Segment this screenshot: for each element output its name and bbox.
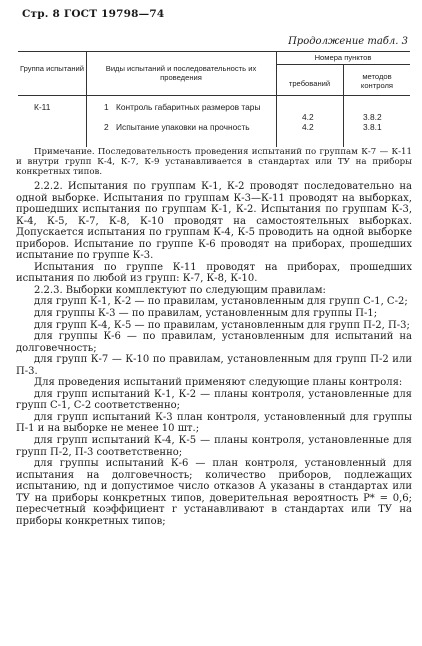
- row-req-2: 4.2: [302, 122, 314, 132]
- paragraph: для групп испытаний К-4, К-5 — планы контроля, установленные для групп П-2, П-3 соответственно;: [16, 435, 412, 458]
- table-col-divider-2: [276, 51, 277, 147]
- paragraph: Для проведения испытаний применяют следующие планы контроля:: [34, 377, 403, 389]
- header-item-numbers: Номера пунктов: [314, 53, 372, 62]
- paragraph: для группы испытаний К-6 — план контроля, установленный для испытания на долговечность; количество приборов, подлежащих испытанию, nд и допустимое число отказов A указаны в стандартах или ТУ на приборы конкретных типов, доверительная вероятность P* = 0,6; пересчетный коэффициент r устанавливают в стандартах или ТУ на приборы конкретных типов;: [16, 458, 412, 527]
- table-col-divider-3: [343, 64, 344, 147]
- table-rule-header-bottom: [18, 95, 410, 96]
- paragraph: для групп испытаний К-3 план контроля, установленный для группы П-1 и на выборке не менее 10 шт.;: [16, 411, 412, 435]
- table-col-divider-1: [86, 51, 87, 147]
- row-num-1: 1: [104, 102, 109, 112]
- paragraph: для группы К-3 — по правилам, установленным для группы П-1;: [34, 308, 378, 320]
- row-test-1: Контроль габаритных размеров тары: [116, 102, 261, 112]
- table-continuation-label: Продолжение табл. 3: [288, 36, 408, 47]
- document-body: [16, 147, 412, 527]
- paragraph: 2.2.2. Испытания по группам К-1, К-2 проводят последовательно на одной выборке. Испытания по группам К-3—К-11 проводят на выборках, прошедших испытания по группам К-1, К-2. Испытания по группам К-3, К-4, К-5, К-7, К-8, К-10 проводят на самостоятельных выборках. Допускается испытания по группам К-4, К-5 проводить на одной выборке приборов. Испытание по группе К-6 проводят на приборах, прошедших испытание по группе К-3.: [16, 181, 412, 262]
- paragraph: для групп испытаний К-1, К-2 — планы контроля, установленные для групп С-1, С-2 соответственно;: [16, 388, 412, 412]
- paragraph: Испытания по группе К-11 проводят на приборах, прошедших испытания по любой из групп: К-7, К-8, К-10.: [16, 261, 412, 285]
- tests-table: [18, 51, 410, 147]
- header-group: Группа испытаний: [19, 64, 85, 73]
- table-note: Примечание. Последовательность проведения испытаний по группам К-7 — К-11 и внутри групп К-4, К-7, К-9 устанавливается в стандартах или ТУ на приборы конкретных типов.: [16, 147, 412, 177]
- table-rule-top: [18, 51, 410, 52]
- row-req-1: 4.2: [302, 112, 314, 122]
- row-group: К-11: [34, 102, 51, 112]
- paragraph: для групп К-4, К-5 — по правилам, установленным для групп П-2, П-3;: [34, 319, 410, 331]
- header-test-types: Виды испытаний и последовательность их проведения: [105, 64, 257, 82]
- header-requirements: требований: [288, 79, 331, 88]
- paragraph: 2.2.3. Выборки комплектуют по следующим правилам:: [34, 284, 326, 296]
- paragraph: для групп К-1, К-2 — по правилам, установленным для групп С-1, С-2;: [34, 296, 408, 308]
- row-test-2: Испытание упаковки на прочность: [116, 122, 250, 132]
- paragraph: для группы К-6 — по правилам, установленным для испытаний на долговечность;: [16, 331, 412, 354]
- paragraph: для групп К-7 — К-10 по правилам, установленным для групп П-2 или П-3.: [16, 354, 412, 377]
- row-num-2: 2: [104, 122, 109, 132]
- page-header: Стр. 8 ГОСТ 19798—74: [22, 8, 165, 20]
- header-methods: методов контроля: [360, 72, 394, 90]
- row-method-1: 3.8.2: [363, 112, 382, 122]
- row-method-2: 3.8.1: [363, 122, 382, 132]
